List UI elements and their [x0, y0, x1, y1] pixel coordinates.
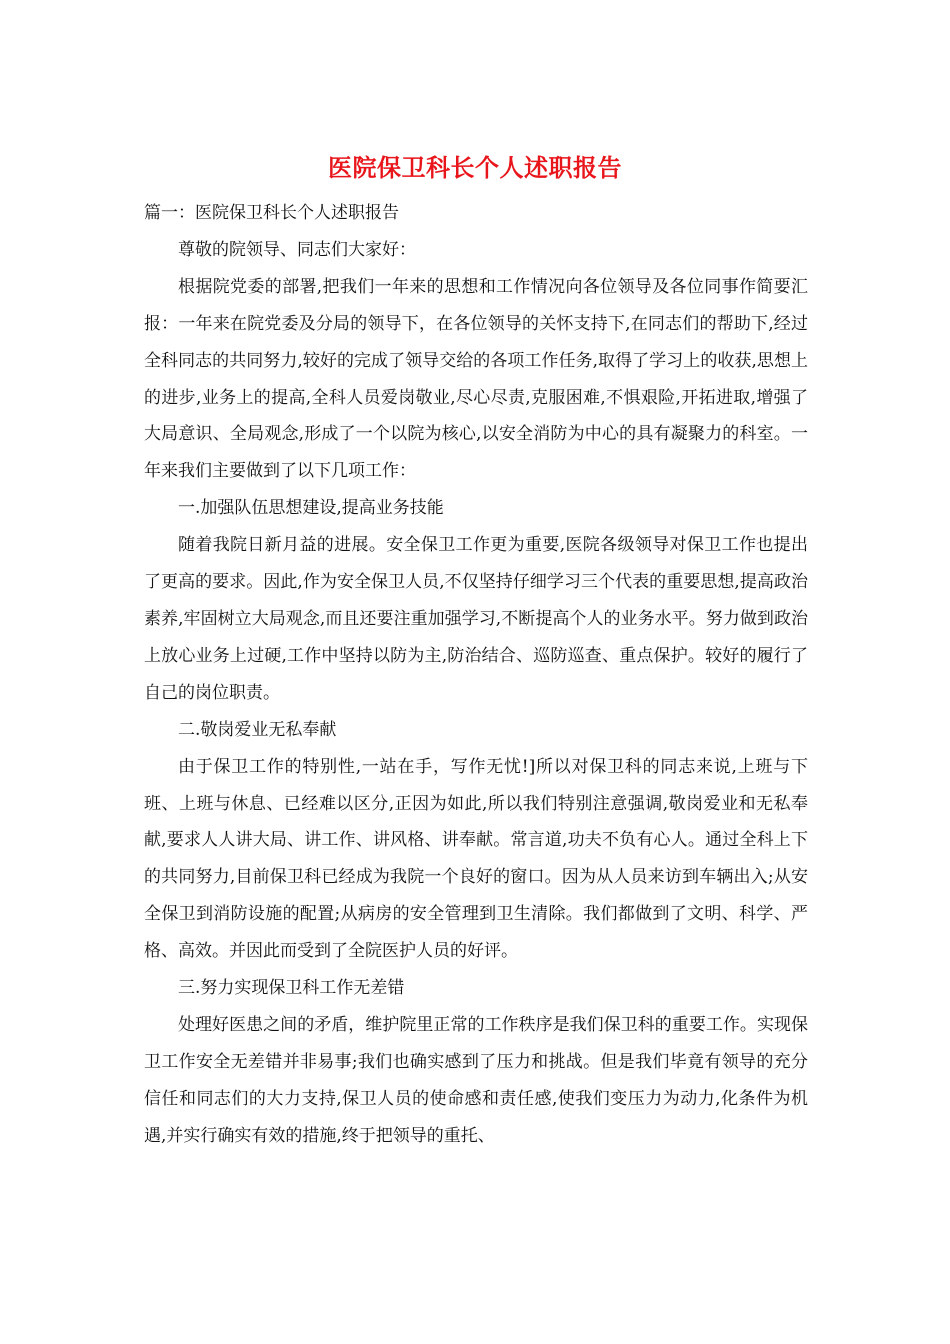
section-heading: 篇一：医院保卫科长个人述职报告: [144, 203, 399, 223]
paragraph-3: 处理好医患之间的矛盾，维护院里正常的工作秩序是我们保卫科的重要工作。实现保卫工作安全无差错并非易事;我们也确实感到了压力和挑战。但是我们毕竟有领导的充分信任和同志们的大力支持,保卫人员的使命感和责任感,使我们变压力为动力,化条件为机遇,并实行确实有效的措施,终于把领导的重托、: [144, 1014, 808, 1146]
subheading-2: 二.敬岗爱业无私奉献: [178, 719, 337, 740]
paragraph-1: 随着我院日新月益的进展。安全保卫工作更为重要,医院各级领导对保卫工作也提出了更高的要求。因此,作为安全保卫人员,不仅坚持仔细学习三个代表的重要思想,提高政治素养,牢固树立大局观念,而且还要注重加强学习,不断提高个人的业务水平。努力做到政治上放心业务上过硬,工作中坚持以防为主,防治结合、巡防巡查、重点保护。较好的履行了自己的岗位职责。: [144, 535, 808, 703]
paragraph-intro: 根据院党委的部署,把我们一年来的思想和工作情况向各位领导及各位同事作简要汇报：一年来在院党委及分局的领导下，在各位领导的关怀支持下,在同志们的帮助下,经过全科同志的共同努力,较好的完成了领导交给的各项工作任务,取得了学习上的收获,思想上的进步,业务上的提高,全科人员爱岗敬业,尽心尽责,克服困难,不惧艰险,开拓进取,增强了大局意识、全局观念,形成了一个以院为核心,以安全消防为中心的具有凝聚力的科室。一年来我们主要做到了以下几项工作：: [144, 276, 808, 482]
subheading-3: 三.努力实现保卫科工作无差错: [178, 978, 405, 999]
paragraph-2: 由于保卫工作的特别性,一站在手，写作无忧!]所以对保卫科的同志来说,上班与下班、上班与休息、已经难以区分,正因为如此,所以我们特别注意强调,敬岗爱业和无私奉献,要求人人讲大局、讲工作、讲风格、讲奉献。常言道,功夫不负有心人。通过全科上下的共同努力,目前保卫科已经成为我院一个良好的窗口。因为从人员来访到车辆出入;从安全保卫到消防设施的配置;从病房的安全管理到卫生清除。我们都做到了文明、科学、严格、高效。并因此而受到了全院医护人员的好评。: [144, 756, 808, 962]
salutation: 尊敬的院领导、同志们大家好：: [178, 239, 416, 260]
document-title: 医院保卫科长个人述职报告: [328, 153, 622, 182]
subheading-1: 一.加强队伍思想建设,提高业务技能: [178, 498, 444, 519]
document-body: [144, 195, 808, 1155]
